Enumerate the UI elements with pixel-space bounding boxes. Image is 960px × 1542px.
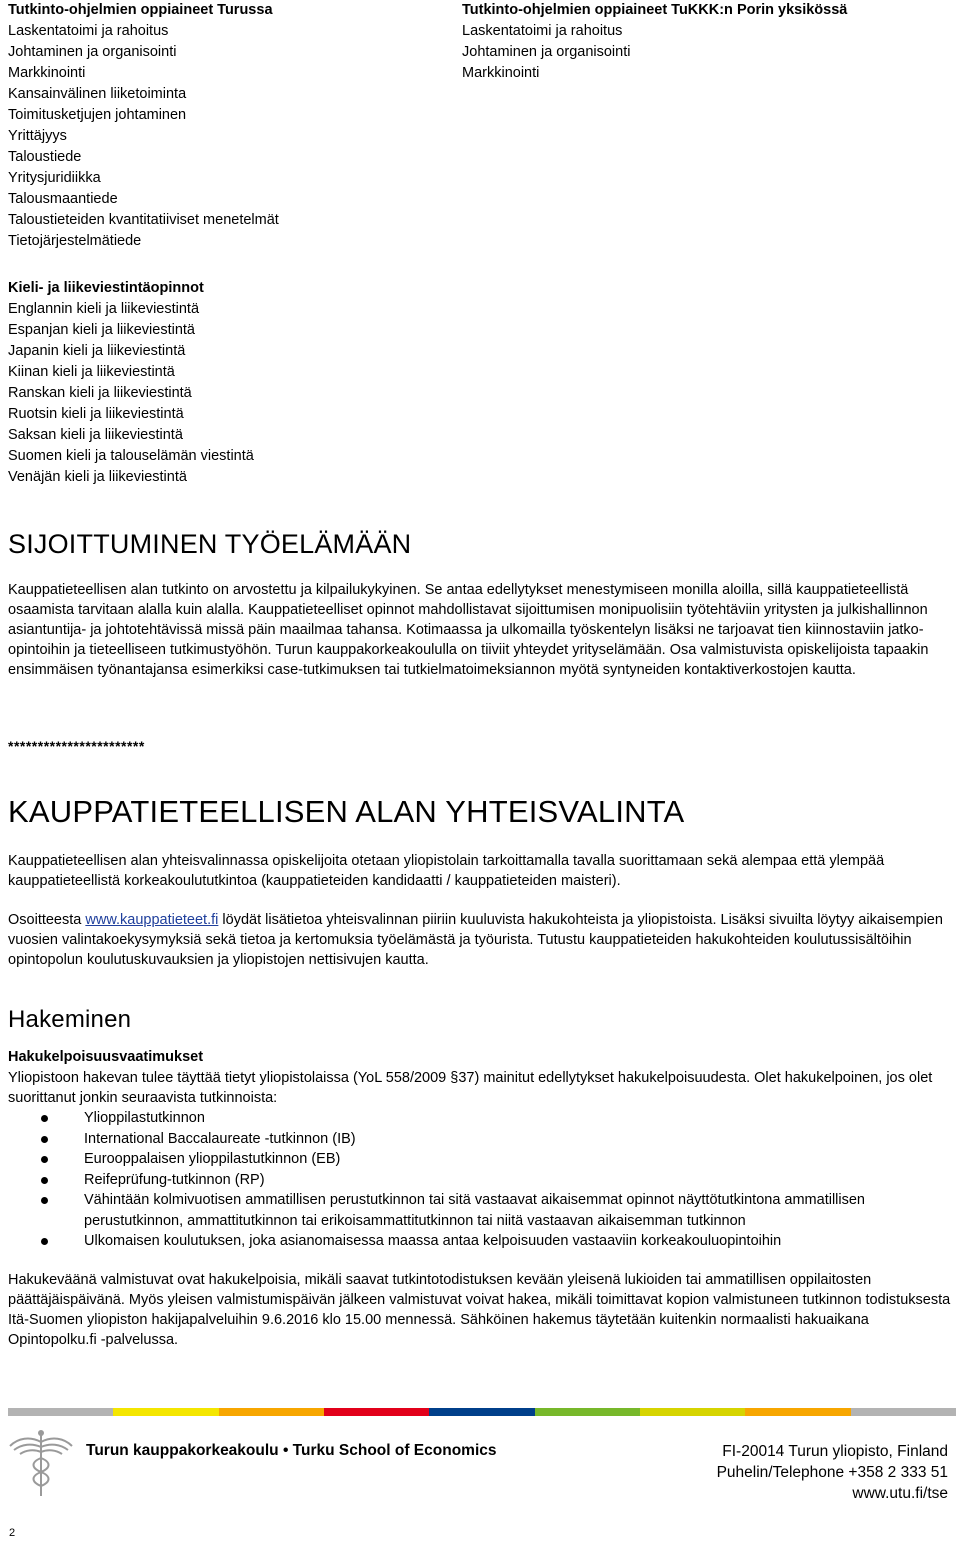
kauppatieteet-link[interactable]: www.kauppatieteet.fi — [85, 912, 219, 928]
hakukelpoisuus-intro: Yliopistoon hakevan tulee täyttää tietyt yliopistolaissa (YoL 558/2009 §37) mainitut edellytykset hakukelpoisuudesta. Olet hakukelpoinen, jos olet suorittanut jonkin seuraavista tutkinnoista: — [8, 1070, 933, 1106]
list-item: Taloustiede — [8, 149, 82, 165]
list-item — [8, 1108, 956, 1129]
language-studies-list — [8, 299, 608, 488]
list-item-text: Ulkomaisen koulutuksen, joka asianomaisessa maassa antaa kelpoisuuden vastaaviin korkeakouluopintoihin — [84, 1233, 782, 1249]
list-item: Espanjan kieli ja liikeviestintä — [8, 322, 195, 338]
bullet-icon — [41, 1136, 48, 1143]
list-item-text: International Baccalaureate -tutkinnon (IB) — [84, 1130, 356, 1147]
list-item: Johtaminen ja organisointi — [462, 44, 631, 60]
list-item: Venäjän kieli ja liikeviestintä — [8, 469, 187, 485]
contact-info — [628, 1441, 948, 1504]
pori-programs — [462, 0, 960, 84]
color-bar-segment — [8, 1408, 113, 1416]
color-bar-segment — [851, 1408, 956, 1416]
hakeminen-heading: Hakeminen — [8, 1006, 132, 1033]
turku-programs — [8, 0, 448, 252]
yhteisvalinta-heading: KAUPPATIETEELLISEN ALAN YHTEISVALINTA — [8, 794, 685, 829]
school-name: Turun kauppakorkeakoulu • Turku School of Economics — [86, 1442, 497, 1459]
eligibility-list — [8, 1108, 956, 1252]
turku-programs-heading: Tutkinto-ohjelmien oppiaineet Turussa — [8, 2, 273, 18]
pori-programs-heading: Tutkinto-ohjelmien oppiaineet TuKKK:n Porin yksikössä — [462, 2, 848, 18]
list-item-text: Eurooppalaisen ylioppilastutkinnon (EB) — [84, 1151, 341, 1167]
color-bar-segment — [745, 1408, 850, 1416]
osoitteesta-paragraph — [8, 910, 956, 970]
color-bar-segment — [219, 1408, 324, 1416]
list-item — [8, 1129, 956, 1150]
turku-programs-list — [8, 21, 448, 252]
sijoittuminen-paragraph: Kauppatieteellisen alan tutkinto on arvostettu ja kilpailukykyinen. Se antaa edellytykset menestymiseen monilla aloilla, sillä kauppatieteellistä osaamista tarvitaan alalla kuin alalla. Kauppatieteelliset opinnot mahdollistavat sijoittumisen monipuolisiin työtehtäviin yritysten ja julkishallinnon asiantuntija- ja johtotehtävissä missä päin maailmaa tahansa. Kotimaassa ja ulkomailla työskentelyn lisäksi ne tarjoavat tien kiinnostaviin jatko-opintoihin ja tieteelliseen tutkimustyöhön. Turun kauppakorkeakoululla on tiiviit yhteydet yrityselämään. Osa valmistuvista opiskelijoista tapaakin ensimmäisen työnantajansa esimerkiksi case-tutkimuksen tai tutkielmatoimeksiannon myötä syntyneiden kontaktiverkostojen kautta. — [8, 582, 929, 678]
list-item — [8, 1190, 956, 1231]
list-item: Suomen kieli ja talouselämän viestintä — [8, 448, 254, 464]
list-item: Ruotsin kieli ja liikeviestintä — [8, 406, 184, 422]
list-item: Kansainvälinen liiketoiminta — [8, 86, 187, 102]
bullet-icon — [41, 1156, 48, 1163]
list-item: Saksan kieli ja liikeviestintä — [8, 427, 183, 443]
hakukelpoisuus-heading: Hakukelpoisuusvaatimukset — [8, 1049, 204, 1065]
separator: *********************** — [8, 738, 145, 754]
list-item: Laskentatoimi ja rahoitus — [462, 23, 623, 39]
color-bar-segment — [113, 1408, 218, 1416]
bullet-icon — [41, 1177, 48, 1184]
color-bar-segment — [535, 1408, 640, 1416]
language-studies — [8, 278, 608, 488]
hakukevaana-paragraph: Hakukeväänä valmistuvat ovat hakukelpoisia, mikäli saavat tutkintotodistuksen kevään yleisenä lukioiden tai ammatillisen oppilaitosten päättäjäispäivänä. Myös yleisen valmistumispäivän jälkeen valmistuvat voivat hakea, mikäli toimittavat kopion valmistuneen tutkinnon todistuksesta Itä-Suomen yliopiston hakijapalveluihin 9.6.2016 klo 15.00 mennessä. Sähköinen hakemus täytetään kuitenkin normaalisti hakuaikana Opintopolku.fi -palvelussa. — [8, 1272, 951, 1348]
list-item — [8, 1149, 956, 1170]
list-item: Talousmaantiede — [8, 191, 118, 207]
list-item: Japanin kieli ja liikeviestintä — [8, 343, 186, 359]
color-bar-segment — [429, 1408, 534, 1416]
list-item-text: Ylioppilastutkinnon — [84, 1110, 205, 1126]
address: FI-20014 Turun yliopisto, Finland — [722, 1443, 948, 1460]
language-studies-heading: Kieli- ja liikeviestintäopinnot — [8, 280, 204, 296]
caduceus-icon — [8, 1428, 74, 1498]
list-item: Markkinointi — [462, 65, 540, 81]
bullet-icon — [41, 1238, 48, 1245]
list-item: Kiinan kieli ja liikeviestintä — [8, 364, 175, 380]
color-bar-segment — [324, 1408, 429, 1416]
list-item-text: Vähintään kolmivuotisen ammatillisen perustutkinnon tai sitä vastaavat aikaisemmat opinnot näyttötutkintona ammatillisen perustutkinnon, ammattitutkinnon tai erikoisammattitutkinnon tai niitä vastaavan aikaisemman tutkinnon — [84, 1192, 865, 1229]
list-item — [8, 1231, 956, 1252]
website-link[interactable]: www.utu.fi/tse — [852, 1485, 948, 1502]
list-item: Yritysjuridiikka — [8, 170, 101, 186]
bullet-icon — [41, 1115, 48, 1122]
list-item: Ranskan kieli ja liikeviestintä — [8, 385, 192, 401]
list-item: Taloustieteiden kvantitatiiviset menetelmät — [8, 212, 279, 228]
list-item: Markkinointi — [8, 65, 86, 81]
pori-programs-list — [462, 21, 960, 84]
yhteisvalinta-paragraph: Kauppatieteellisen alan yhteisvalinnassa opiskelijoita otetaan yliopistolain tarkoittamalla tavalla suorittamaan sekä alempaa että ylempää kauppatieteellistä korkeakoulututkintoa (kauppatieteiden kandidaatti / kauppatieteiden maisteri). — [8, 853, 885, 889]
sijoittuminen-heading: SIJOITTUMINEN TYÖELÄMÄÄN — [8, 529, 412, 559]
phone: Puhelin/Telephone +358 2 333 51 — [716, 1464, 948, 1481]
footer-color-bar — [8, 1408, 956, 1416]
osoitteesta-text: Osoitteesta — [8, 912, 86, 928]
color-bar-segment — [640, 1408, 745, 1416]
page-number: 2 — [9, 1527, 16, 1539]
list-item: Johtaminen ja organisointi — [8, 44, 177, 60]
list-item: Laskentatoimi ja rahoitus — [8, 23, 169, 39]
list-item: Englannin kieli ja liikeviestintä — [8, 301, 200, 317]
list-item: Toimitusketjujen johtaminen — [8, 107, 187, 123]
list-item — [8, 1170, 956, 1191]
list-item: Yrittäjyys — [8, 128, 67, 144]
list-item: Tietojärjestelmätiede — [8, 233, 142, 249]
bullet-icon — [41, 1197, 48, 1204]
osoitteesta-text-rest: löydät lisätietoa yhteisvalinnan piiriin kuuluvista hakukohteista ja yliopistoista. Lisäksi sivuilta löytyy aikaisempien vuosien valintakoekysymyksiä sekä tietoa ja kertomuksia työelämästä ja työurista. Tutustu kauppatieteiden hakukohteiden koulutussisältöihin opintopolun koulutuskuvauksien ja yliopistojen nettisivujen kautta. — [8, 912, 943, 968]
list-item-text: Reifeprüfung-tutkinnon (RP) — [84, 1171, 265, 1188]
